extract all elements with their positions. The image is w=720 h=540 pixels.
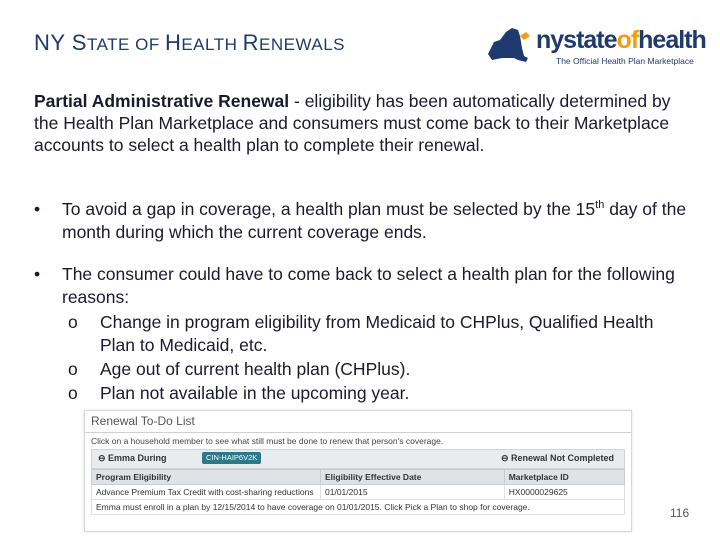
sub-bullet-text: Change in program eligibility from Medicaid to CHPlus, Qualified Health Plan to Medicaid, etc.	[100, 312, 654, 355]
table-cell: 01/01/2015	[321, 485, 505, 500]
bullet-symbol: •	[34, 264, 41, 284]
page-number: 116	[670, 506, 690, 520]
intro-bold-term: Partial Administrative Renewal	[34, 91, 290, 111]
household-member-row[interactable]	[91, 449, 625, 469]
renewal-status: ⊖ Renewal Not Completed	[500, 453, 614, 463]
bullet-text-cont: day of the month during which the current coverage ends.	[62, 199, 687, 242]
logo-wordmark: nystateofhealth	[536, 26, 706, 54]
bullet-symbol: •	[34, 199, 41, 219]
intro-paragraph	[34, 90, 684, 156]
renewal-todo-header: Renewal To-Do List	[85, 411, 631, 433]
renewal-todo-screenshot	[84, 410, 632, 532]
column-header: Program Eligibility	[92, 470, 321, 485]
table-header-row	[92, 470, 625, 485]
eligibility-table	[91, 469, 625, 500]
member-name: ⊖ Emma During	[98, 453, 167, 463]
renewal-instruction: Click on a household member to see what still must be done to renew that person's coverage.	[91, 436, 444, 446]
enrollment-note: Emma must enroll in a plan by 12/15/2014 to have coverage on 01/01/2015. Click Pick a Plan to shop for coverage.	[91, 500, 625, 515]
member-id-badge: CIN-HAIP6V2K	[202, 452, 261, 464]
table-cell: Advance Premium Tax Credit with cost-sharing reductions	[92, 485, 321, 500]
ny-state-map-icon	[484, 24, 534, 68]
slide-title: NY STATE OF HEALTH RENEWALS	[34, 30, 345, 55]
bullet-text: The consumer could have to come back to select a health plan for the following reasons:	[62, 264, 675, 307]
nystateofhealth-logo	[484, 22, 706, 70]
intro-text: - eligibility has been automatically determined by the Health Plan Marketplace and consumers must come back to their Marketplace accounts to select a health plan to complete their renewal.	[34, 91, 671, 155]
sub-bullet-symbol: o	[68, 383, 78, 403]
table-row	[92, 485, 625, 500]
bullet-superscript: th	[595, 199, 605, 212]
column-header: Eligibility Effective Date	[321, 470, 505, 485]
sub-bullet-text: Age out of current health plan (CHPlus).	[100, 359, 411, 379]
sub-bullet-text: Plan not available in the upcoming year.	[100, 383, 410, 403]
column-header: Marketplace ID	[504, 470, 624, 485]
sub-bullet-symbol: o	[68, 312, 78, 332]
sub-bullet-symbol: o	[68, 359, 78, 379]
table-cell: HX0000029625	[504, 485, 624, 500]
bullet-text: To avoid a gap in coverage, a health plan must be selected by the 15	[62, 199, 596, 219]
logo-tagline: The Official Health Plan Marketplace	[556, 56, 694, 66]
